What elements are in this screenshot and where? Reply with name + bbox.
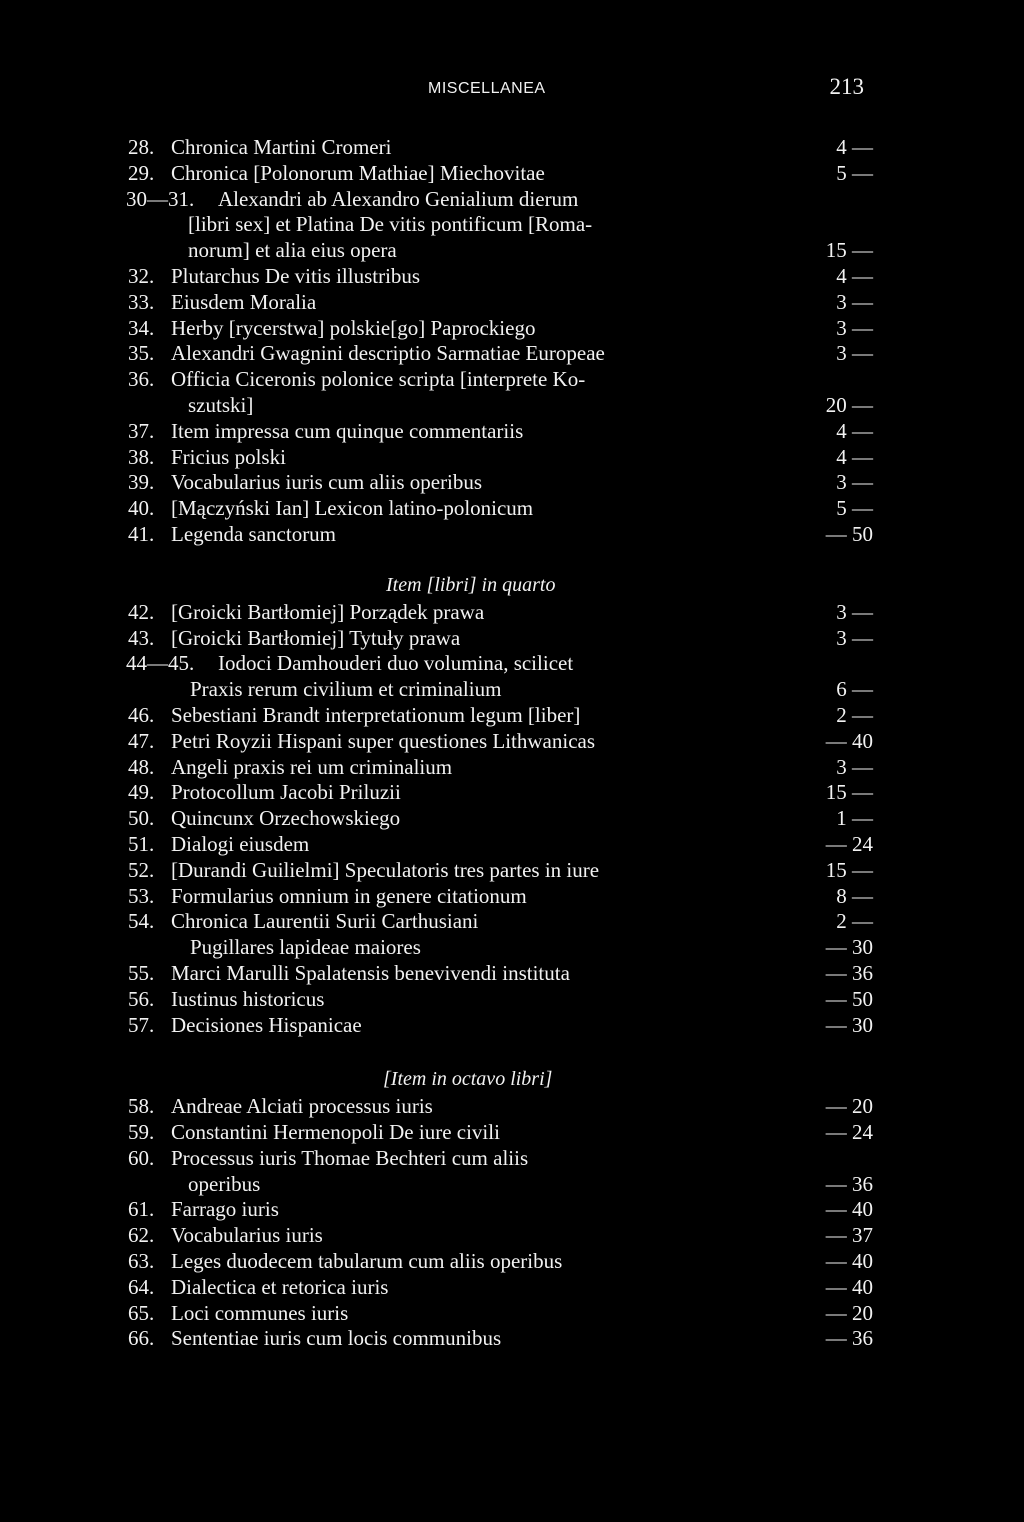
item-number: 65.: [128, 1300, 155, 1325]
list-item: [0, 626, 1024, 652]
item-number: 37.: [128, 418, 155, 443]
item-title: Decisiones Hispanicae: [171, 1012, 362, 1037]
item-number: 58.: [128, 1094, 155, 1119]
item-title: Plutarchus De vitis illustribus: [171, 263, 421, 288]
item-number: 36.: [128, 367, 155, 392]
item-title: Vocabularius iuris cum aliis operibus: [171, 470, 483, 495]
list-item: [0, 1013, 1024, 1039]
item-number: 47.: [128, 728, 155, 753]
item-price: — 40: [825, 1197, 873, 1222]
page-number: 213: [829, 74, 864, 99]
list-item: [0, 212, 1024, 238]
item-price: 1 —: [836, 806, 873, 831]
item-price: 3 —: [836, 754, 873, 779]
item-title: Marci Marulli Spalatensis benevivendi instituta: [171, 960, 570, 985]
item-title: [Durandi Guilielmi] Speculatoris tres partes in iure: [171, 857, 600, 882]
item-number: 34.: [128, 315, 155, 340]
item-title: Sebestiani Brandt interpretationum legum [liber]: [171, 702, 581, 727]
list-item: [0, 187, 1024, 213]
item-title: Constantini Hermenopoli De iure civili: [171, 1120, 500, 1145]
item-number: 55.: [128, 960, 155, 985]
list-item: [0, 341, 1024, 367]
item-number: 40.: [128, 496, 155, 521]
item-title: szutski]: [188, 392, 254, 417]
item-price: — 50: [825, 521, 873, 546]
inventory-group-main: [0, 135, 1024, 548]
item-number: 62.: [128, 1223, 155, 1248]
list-item: [0, 909, 1024, 935]
list-item: [0, 419, 1024, 445]
item-price: 3 —: [836, 470, 873, 495]
list-item: [0, 1275, 1024, 1301]
item-title: [libri sex] et Platina De vitis pontificum [Roma-: [188, 212, 593, 237]
list-item: [0, 729, 1024, 755]
inventory-group-quarto: [0, 600, 1024, 1039]
item-number: 57.: [128, 1012, 155, 1037]
list-item: [0, 1301, 1024, 1327]
list-item: [0, 1223, 1024, 1249]
item-price: — 30: [825, 935, 873, 960]
item-number: 60.: [128, 1145, 155, 1170]
item-price: 4 —: [836, 418, 873, 443]
item-price: 5 —: [836, 496, 873, 521]
item-title: Alexandri Gwagnini descriptio Sarmatiae Europeae: [171, 341, 605, 366]
item-title: Eiusdem Moralia: [171, 289, 317, 314]
item-number: 44—45.: [126, 651, 195, 676]
list-item: [0, 832, 1024, 858]
item-number: 46.: [128, 702, 155, 727]
list-item: [0, 367, 1024, 393]
item-title: Processus iuris Thomae Bechteri cum aliis: [171, 1145, 529, 1170]
item-price: — 50: [825, 986, 873, 1011]
inventory-group-octavo: [0, 1094, 1024, 1352]
item-title: Petri Royzii Hispani super questiones Lithwanicas: [171, 728, 596, 753]
list-item: [0, 677, 1024, 703]
list-item: [0, 135, 1024, 161]
list-item: [0, 858, 1024, 884]
item-price: 15 —: [825, 857, 873, 882]
item-price: 3 —: [836, 289, 873, 314]
list-item: [0, 935, 1024, 961]
list-item: [0, 1172, 1024, 1198]
item-title: Iustinus historicus: [171, 986, 325, 1011]
list-item: [0, 884, 1024, 910]
list-item: [0, 522, 1024, 548]
running-header: MISCELLANEA: [428, 80, 546, 97]
list-item: [0, 703, 1024, 729]
item-title: Iodoci Damhouderi duo volumina, scilicet: [218, 651, 574, 676]
list-item: [0, 806, 1024, 832]
item-title: Farrago iuris: [171, 1197, 279, 1222]
item-title: operibus: [188, 1171, 261, 1196]
item-price: 2 —: [836, 909, 873, 934]
item-price: — 20: [825, 1094, 873, 1119]
item-title: Quincunx Orzechowskiego: [171, 806, 401, 831]
item-number: 61.: [128, 1197, 155, 1222]
item-number: 53.: [128, 883, 155, 908]
item-number: 30—31.: [126, 186, 195, 211]
list-item: [0, 290, 1024, 316]
item-title: Formularius omnium in genere citationum: [171, 883, 527, 908]
item-title: Legenda sanctorum: [171, 521, 337, 546]
item-number: 32.: [128, 263, 155, 288]
item-title: Fricius polski: [171, 444, 286, 469]
item-title: [Groicki Bartłomiej] Porządek prawa: [171, 599, 485, 624]
item-price: — 36: [825, 960, 873, 985]
item-price: — 36: [825, 1171, 873, 1196]
list-item: [0, 316, 1024, 342]
list-item: [0, 470, 1024, 496]
item-number: 54.: [128, 909, 155, 934]
item-price: 4 —: [836, 135, 873, 159]
item-title: Chronica [Polonorum Mathiae] Miechovitae: [171, 160, 545, 185]
item-price: 2 —: [836, 702, 873, 727]
list-item: [0, 1249, 1024, 1275]
spacer: [0, 1038, 1024, 1058]
item-number: 28.: [128, 135, 155, 159]
item-title: [Mączyński Ian] Lexicon latino-polonicum: [171, 496, 534, 521]
item-number: 52.: [128, 857, 155, 882]
list-item: [0, 496, 1024, 522]
item-title: Praxis rerum civilium et criminalium: [190, 677, 502, 702]
item-number: 42.: [128, 599, 155, 624]
spacer: [0, 548, 1024, 564]
item-number: 64.: [128, 1274, 155, 1299]
item-price: 20 —: [825, 392, 873, 417]
list-item: [0, 780, 1024, 806]
list-item: [0, 238, 1024, 264]
item-price: 15 —: [825, 238, 873, 263]
list-item: [0, 600, 1024, 626]
item-price: — 40: [825, 728, 873, 753]
item-title: Chronica Laurentii Surii Carthusiani: [171, 909, 479, 934]
item-price: 3 —: [836, 599, 873, 624]
item-price: 3 —: [836, 341, 873, 366]
item-number: 56.: [128, 986, 155, 1011]
item-title: Dialogi eiusdem: [171, 831, 310, 856]
list-item: [0, 755, 1024, 781]
list-item: [0, 1120, 1024, 1146]
list-item: [0, 161, 1024, 187]
item-title: Dialectica et retorica iuris: [171, 1274, 389, 1299]
item-price: — 36: [825, 1326, 873, 1351]
item-number: 43.: [128, 625, 155, 650]
item-price: — 40: [825, 1249, 873, 1274]
list-item: [0, 1094, 1024, 1120]
list-item: [0, 1326, 1024, 1352]
item-price: 4 —: [836, 444, 873, 469]
list-item: [0, 264, 1024, 290]
item-price: — 24: [825, 831, 873, 856]
item-number: 38.: [128, 444, 155, 469]
item-title: Alexandri ab Alexandro Genialium dierum: [218, 186, 579, 211]
list-item: [0, 987, 1024, 1013]
item-title: [Groicki Bartłomiej] Tytuły prawa: [171, 625, 461, 650]
item-number: 48.: [128, 754, 155, 779]
item-price: 8 —: [836, 883, 873, 908]
item-number: 66.: [128, 1326, 155, 1351]
list-item: [0, 1197, 1024, 1223]
item-title: Officia Ciceronis polonice scripta [interprete Ko-: [171, 367, 586, 392]
item-title: Herby [rycerstwa] polskie[go] Paprockiego: [171, 315, 536, 340]
item-number: 50.: [128, 806, 155, 831]
item-price: 5 —: [836, 160, 873, 185]
item-title: Chronica Martini Cromeri: [171, 135, 392, 159]
item-number: 39.: [128, 470, 155, 495]
item-price: — 24: [825, 1120, 873, 1145]
section-heading-octavo: [Item in octavo libri]: [383, 1068, 553, 1091]
item-title: norum] et alia eius opera: [188, 238, 397, 263]
item-number: 29.: [128, 160, 155, 185]
item-price: 3 —: [836, 625, 873, 650]
item-price: 15 —: [825, 780, 873, 805]
item-title: Andreae Alciati processus iuris: [171, 1094, 433, 1119]
item-number: 41.: [128, 521, 155, 546]
item-price: — 37: [825, 1223, 873, 1248]
list-item: [0, 1146, 1024, 1172]
item-number: 33.: [128, 289, 155, 314]
item-number: 51.: [128, 831, 155, 856]
item-title: Item impressa cum quinque commentariis: [171, 418, 524, 443]
list-item: [0, 445, 1024, 471]
list-item: [0, 651, 1024, 677]
item-title: Loci communes iuris: [171, 1300, 349, 1325]
item-price: 4 —: [836, 263, 873, 288]
item-price: 3 —: [836, 315, 873, 340]
item-title: Leges duodecem tabularum cum aliis operibus: [171, 1249, 563, 1274]
item-price: — 30: [825, 1012, 873, 1037]
item-number: 63.: [128, 1249, 155, 1274]
item-number: 35.: [128, 341, 155, 366]
list-item: [0, 961, 1024, 987]
inventory-list: [0, 135, 1024, 1352]
item-price: — 20: [825, 1300, 873, 1325]
section-heading-quarto: Item [libri] in quarto: [386, 573, 556, 596]
item-title: Pugillares lapideae maiores: [190, 935, 421, 960]
item-title: Angeli praxis rei um criminalium: [171, 754, 453, 779]
item-price: — 40: [825, 1274, 873, 1299]
item-title: Vocabularius iuris: [171, 1223, 323, 1248]
list-item: [0, 393, 1024, 419]
item-title: Sententiae iuris cum locis communibus: [171, 1326, 502, 1351]
item-number: 59.: [128, 1120, 155, 1145]
item-number: 49.: [128, 780, 155, 805]
item-price: 6 —: [836, 677, 873, 702]
item-title: Protocollum Jacobi Priluzii: [171, 780, 401, 805]
